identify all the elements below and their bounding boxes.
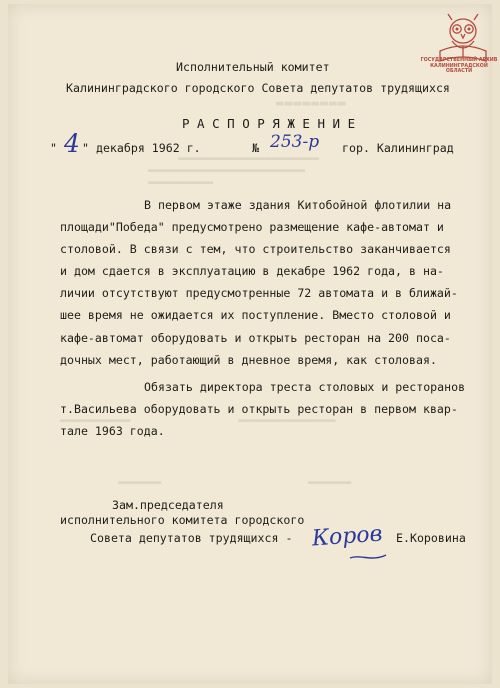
signatory-title-line: Зам.председателя xyxy=(112,498,224,512)
date-open-quote: " xyxy=(50,141,57,155)
paragraph-2-line: Обязать директора треста столовых и ресторанов xyxy=(144,380,466,394)
paragraph-1-line: дочных мест, работающий в дневное время, как столовая. xyxy=(60,353,437,367)
paragraph-1-line: площади"Победа" предусмотрено размещение кафе-автомат и xyxy=(60,220,444,234)
signatory-name: Е.Коровина xyxy=(396,531,466,545)
document-type-title: Р А С П О Р Я Ж Е Н И Е xyxy=(182,116,356,131)
paragraph-1-line: В первом этаже здания Китобойной флотилии на xyxy=(144,198,452,212)
paragraph-1-line: шее время не ожидается их поступление. Вместо столовой и xyxy=(60,308,451,322)
paragraph-2-line: тале 1963 года. xyxy=(60,424,165,438)
header-line-2: Калининградского городского Совета депутатов трудящихся xyxy=(66,81,450,95)
signature-underline xyxy=(348,550,388,564)
handwritten-signature: Коров xyxy=(311,521,384,552)
handwritten-order-number: 253-р xyxy=(270,132,320,152)
archive-logo-text: ГОСУДАРСТВЕННЫЙ АРХИВ КАЛИНИНГРАДСКОЙ ОБЛАСТИ xyxy=(420,58,498,75)
paragraph-1-line: столовой. В связи с тем, что строительство заканчивается xyxy=(60,242,451,256)
paragraph-1-line: и дом сдается в эксплуатацию в декабре 1962 года, в на- xyxy=(60,264,444,278)
signatory-title-line: исполнительного комитета городского xyxy=(60,513,305,527)
header-line-1: Исполнительный комитет xyxy=(176,60,330,74)
handwritten-day: 4 xyxy=(64,129,80,158)
document-page: ▬▬▬▬▬▬▬▬ ▬▬▬▬▬▬▬▬▬▬▬▬▬▬▬▬▬▬▬▬▬▬▬▬▬▬ ▬▬▬▬▬▬▬▬▬▬▬▬▬▬▬▬▬▬▬▬▬▬▬▬▬▬▬▬▬ ▬▬▬▬▬▬▬▬▬▬▬▬ ▬▬▬▬▬▬▬▬▬▬▬▬▬ ▬▬▬▬▬▬▬▬▬▬▬▬▬▬▬▬▬▬ ▬▬▬▬▬▬▬▬ ▬▬▬▬▬▬▬▬ Исполнительный комитет Калининградского городского Совета депутатов трудящихся Р А С П О Р Я Ж Е Н И Е " 4 " декабря 1962 г. № 253-р гор. Калининград В первом этаже здания Китобойной флотилии на площади"Победа" предусмотрено размещение кафе-автомат и столовой. В связи с тем, что строительство заканчивается и дом сдается в эксплуатацию в декабре 1962 года, в на- личии отсутствуют предусмотренные 72 автомата и в ближай- шее время не ожидается их поступление. Вместо столовой и кафе-автомат оборудовать и открыть ресторан на 200 поса- дочных мест, работающий в дневное время, как столовая. Обязать директора треста столовых и ресторанов т.Васильева оборудовать и открыть ресторан в первом квар- тале 1963 года. Зам.председателя исполнительного комитета городского Совета депутатов трудящихся - Коров Е.Коровина xyxy=(8,4,492,684)
date-text: " декабря 1962 г. xyxy=(82,141,201,155)
place-text: гор. Калининград xyxy=(342,141,454,155)
signatory-title-line: Совета депутатов трудящихся - xyxy=(90,531,293,545)
paragraph-1-line: кафе-автомат оборудовать и открыть ресторан на 200 поса- xyxy=(60,331,451,345)
number-sign: № xyxy=(252,141,259,155)
paragraph-2-line: т.Васильева оборудовать и открыть ресторан в первом квар- xyxy=(60,402,458,416)
paragraph-1-line: личии отсутствуют предусмотренные 72 автомата и в ближай- xyxy=(60,286,458,300)
